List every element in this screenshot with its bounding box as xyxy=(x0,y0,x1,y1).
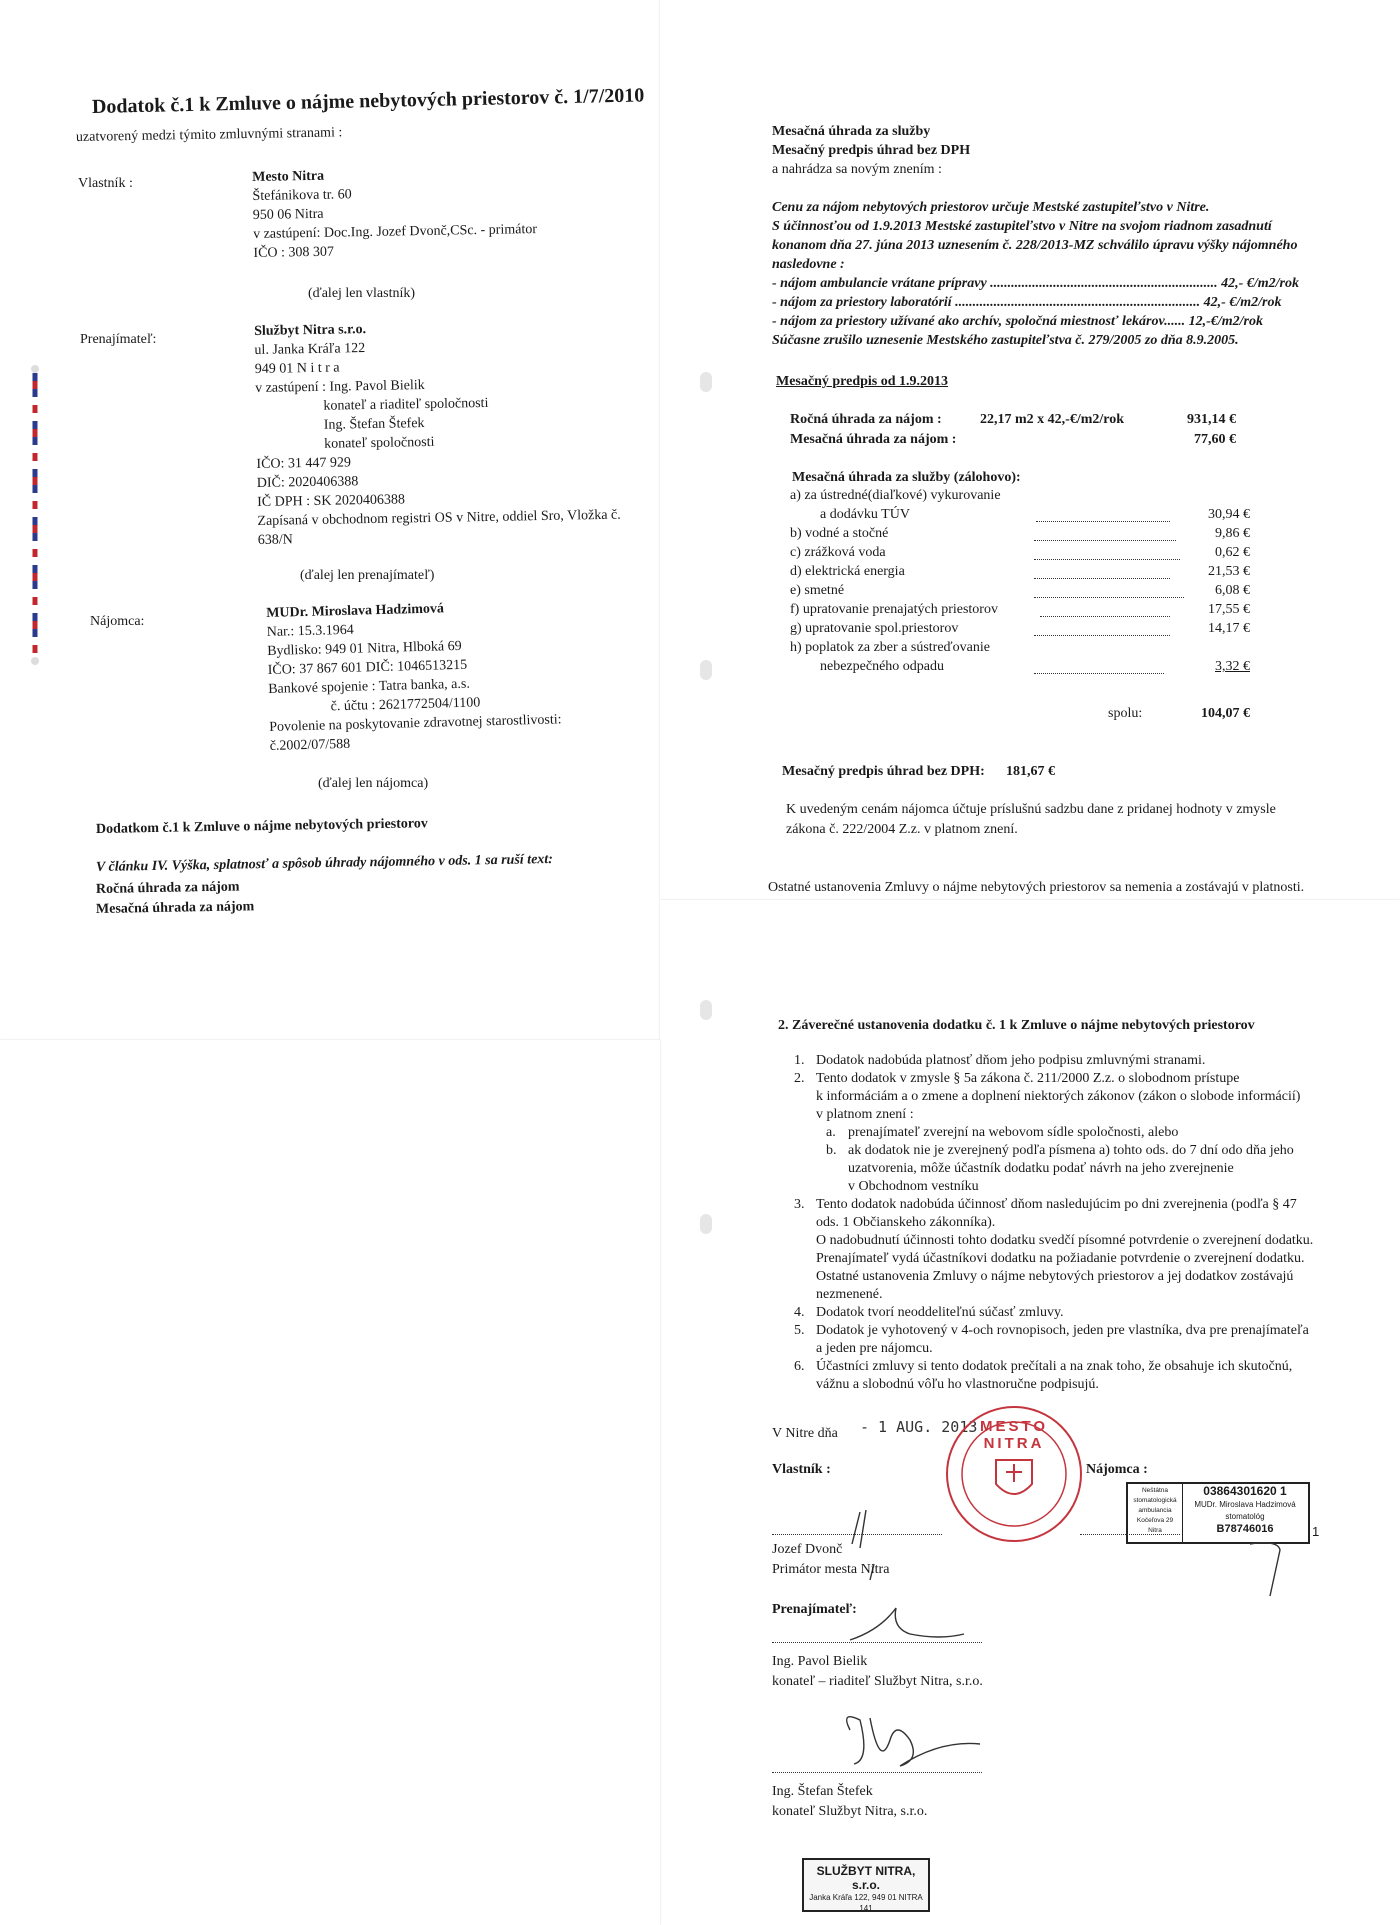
lessor-ico: IČO: 31 447 929 xyxy=(256,455,352,472)
service-value: 0,62 € xyxy=(1215,545,1250,560)
monthly-heading: Mesačný predpis od 1.9.2013 xyxy=(776,374,949,389)
service-value: 6,08 € xyxy=(1215,583,1250,598)
service-label: g) upratovanie spol.priestorov xyxy=(790,621,959,636)
lessor-city: 949 01 N i t r a xyxy=(254,360,340,377)
punch-hole-icon xyxy=(700,1000,712,1020)
council-line-8: Súčasne zrušilo uznesenie Mestského zastupiteľstva č. 279/2005 zo dňa 8.9.2005. xyxy=(772,333,1239,348)
tenant-ref: (ďalej len nájomca) xyxy=(318,776,429,791)
punch-hole-icon xyxy=(700,1214,712,1234)
tenant-permit-num: č.2002/07/588 xyxy=(269,736,351,754)
tenant-label: Nájomca: xyxy=(90,614,145,629)
tenant-sign-label: Nájomca : xyxy=(1086,1462,1148,1477)
owner-sign-label: Vlastník : xyxy=(772,1462,831,1477)
provision-item: ods. 1 Občianskeho zákonníka). xyxy=(816,1215,996,1230)
leader-dots xyxy=(1034,597,1184,598)
owner-block xyxy=(252,163,537,263)
removed-annual-line: Ročná úhrada za nájom xyxy=(95,879,240,897)
provision-item: nezmenené. xyxy=(816,1287,883,1302)
leader-dots xyxy=(1034,559,1180,560)
lessor-street: ul. Janka Kráľa 122 xyxy=(254,341,366,358)
council-line-4: nasledovne : xyxy=(772,257,845,272)
head-line-2: Mesačný predpis úhrad bez DPH xyxy=(772,143,971,158)
service-value: 9,86 € xyxy=(1215,526,1250,541)
service-label: b) vodné a stočné xyxy=(790,526,889,541)
tenant-address: Bydlisko: 949 01 Nitra, Hlboká 69 xyxy=(267,638,462,659)
closing-note: Ostatné ustanovenia Zmluvy o nájme nebytových priestorov sa nemenia a zostávajú v platnosti. xyxy=(768,880,1305,895)
lessor-sign-label: Prenajímateľ: xyxy=(772,1602,857,1617)
provision-item: 6. Účastníci zmluvy si tento dodatok prečítali a na znak toho, že obsahuje ich skutočnú, xyxy=(794,1359,1293,1374)
punch-hole-icon xyxy=(700,660,712,680)
tenant-signature-line xyxy=(1080,1534,1180,1535)
tenant-stamp-right: 03864301620 1 MUDr. Miroslava Hadzimová stomatológ B78746016 xyxy=(1194,1484,1296,1535)
service-label: f) upratovanie prenajatých priestorov xyxy=(790,602,998,617)
service-label: a dodávku TÚV xyxy=(820,507,910,522)
tenant-bank: Bankové spojenie : Tatra banka, a.s. xyxy=(268,676,471,697)
provision-item: Prenajímateľ vydá účastníkovi dodatku na požiadanie potvrdenie o zverejnení dodatku. xyxy=(816,1251,1305,1266)
owner-ref: (ďalej len vlastník) xyxy=(308,286,416,301)
tenant-ids: IČO: 37 867 601 DIČ: 1046513215 xyxy=(267,657,468,678)
service-value: 3,32 € xyxy=(1215,659,1250,674)
tenant-block xyxy=(266,596,562,756)
binding-cord-icon xyxy=(28,365,42,665)
replace-line: a nahrádza sa novým znením : xyxy=(772,162,942,177)
date-stamp: - 1 AUG. 2013 xyxy=(860,1418,978,1436)
owner-name: Mesto Nitra xyxy=(252,168,325,185)
lessor-signature-line xyxy=(772,1642,982,1643)
lessor-rep-role: konateľ a riaditeľ spoločnosti xyxy=(323,395,489,414)
lessor-label: Prenajímateľ: xyxy=(80,332,157,347)
city-seal xyxy=(946,1406,1082,1542)
rate-archive: - nájom za priestory užívané ako archív, spoločná miestnosť lekárov...... 12,-€/m2/rok xyxy=(772,314,1263,329)
addendum-heading: Dodatkom č.1 k Zmluve o nájme nebytových priestorov xyxy=(95,816,428,837)
owner-sig-role: Primátor mesta Nitra xyxy=(772,1562,890,1577)
council-line-3: konanom dňa 27. júna 2013 uznesením č. 228/2013-MZ schválilo úpravu výšky nájomného xyxy=(772,238,1298,253)
lessor-ref: (ďalej len prenajímateľ) xyxy=(300,568,435,583)
leader-dots xyxy=(1034,635,1170,636)
punch-hole-icon xyxy=(700,372,712,392)
lessor-rep2-name: Ing. Štefan Štefek xyxy=(323,416,425,433)
leader-dots xyxy=(1034,673,1164,674)
lessor-sig-name: Ing. Pavol Bielik xyxy=(772,1654,868,1669)
leader-dots xyxy=(1036,521,1170,522)
owner-street: Štefánikova tr. 60 xyxy=(252,187,352,204)
tenant-permit: Povolenie na poskytovanie zdravotnej starostlivosti: xyxy=(269,712,562,735)
lessor-block xyxy=(254,316,621,550)
owner-city: 950 06 Nitra xyxy=(252,206,324,223)
tenant-stamp-num: 1 xyxy=(1312,1524,1320,1539)
provision-item: 2. Tento dodatok v zmysle § 5a zákona č. 211/2000 Z.z. o slobodnom prístupe xyxy=(794,1071,1240,1086)
provisions-list xyxy=(794,1052,1334,1394)
provision-item: O nadobudnutí účinnosti tohto dodatku svedčí písomné potvrdenie o zverejnení dodatku. xyxy=(816,1233,1314,1248)
council-line-2: S účinnosťou od 1.9.2013 Mestské zastupiteľstvo v Nitre na svojom riadnom zasadnutí xyxy=(772,219,1272,234)
lessor2-signature-icon xyxy=(830,1700,990,1780)
vat-note-1: K uvedeným cenám nájomca účtuje príslušnú sadzbu dane z pridanej hodnoty v zmysle xyxy=(786,802,1276,817)
removed-monthly-line: Mesačná úhrada za nájom xyxy=(95,899,255,917)
document-title: Dodatok č.1 k Zmluve o nájme nebytových priestorov č. 1/7/2010 xyxy=(91,84,645,118)
service-label: h) poplatok za zber a sústreďovanie xyxy=(790,640,990,655)
lessor2-sig-name: Ing. Štefan Štefek xyxy=(772,1784,873,1799)
service-label: a) za ústredné(diaľkové) vykurovanie xyxy=(790,488,1001,503)
provision-subitem: a. prenajímateľ zverejní na webovom sídle spoločnosti, alebo xyxy=(826,1125,1179,1140)
tenant-birthdate: Nar.: 15.3.1964 xyxy=(266,622,355,640)
document-subtitle: uzatvorený medzi týmito zmluvnými stranami : xyxy=(75,125,343,145)
tenant-stamp-left: Neštátna stomatologická ambulancia Kočeľova 29 Nitra xyxy=(1128,1484,1183,1544)
provision-subitem: v Obchodnom vestníku xyxy=(848,1179,979,1194)
lessor-dic: DIČ: 2020406388 xyxy=(256,474,359,491)
provision-item: a jeden pre nájomcu. xyxy=(816,1341,933,1356)
tenant-name: MUDr. Miroslava Hadzimová xyxy=(266,601,445,621)
tenant-account: č. účtu : 2621772504/1100 xyxy=(330,695,481,715)
leader-dots xyxy=(1034,540,1176,541)
owner-sig-name: Jozef Dvonč xyxy=(772,1542,843,1557)
lessor-rep2-role: konateľ spoločnosti xyxy=(324,434,435,452)
grand-label: Mesačný predpis úhrad bez DPH: xyxy=(782,764,985,779)
lessor-representative: v zastúpení : Ing. Pavol Bielik xyxy=(255,378,425,396)
owner-representative: v zastúpení: Doc.Ing. Jozef Dvonč,CSc. - primátor xyxy=(253,222,538,242)
leader-dots xyxy=(1040,616,1170,617)
article-intro: V článku IV. Výška, splatnosť a spôsob úhrady nájomného v ods. 1 sa ruší text: xyxy=(95,852,554,875)
lessor2-signature-line xyxy=(772,1772,982,1773)
service-label: c) zrážková voda xyxy=(790,545,886,560)
provision-item: k informáciám a o zmene a doplnení niektorých zákonov (zákon o slobode informácií) xyxy=(816,1089,1301,1104)
seal-text: MESTO NITRA xyxy=(979,1418,1049,1452)
monthly-value: 77,60 € xyxy=(1194,432,1236,447)
annual-value: 931,14 € xyxy=(1187,412,1236,427)
grand-value: 181,67 € xyxy=(1006,764,1055,779)
service-value: 14,17 € xyxy=(1208,621,1250,636)
lessor-name: Službyt Nitra s.r.o. xyxy=(254,322,367,339)
service-label: e) smetné xyxy=(790,583,845,598)
final-provisions-heading: 2. Záverečné ustanovenia dodatku č. 1 k Zmluve o nájme nebytových priestorov xyxy=(778,1018,1255,1033)
lessor-register-num: 638/N xyxy=(257,532,293,548)
head-line-1: Mesačná úhrada za služby xyxy=(772,124,931,139)
lessor-sig-role: konateľ – riaditeľ Službyt Nitra, s.r.o. xyxy=(772,1674,983,1689)
lessor2-sig-role: konateľ Službyt Nitra, s.r.o. xyxy=(772,1804,928,1819)
provision-item: vážnu a slobodnú vôľu ho vlastnoručne podpisujú. xyxy=(816,1377,1099,1392)
place-date: V Nitre dňa xyxy=(772,1426,838,1441)
monthly-label: Mesačná úhrada za nájom : xyxy=(790,432,957,447)
council-line-1: Cenu za nájom nebytových priestorov určuje Mestské zastupiteľstvo v Nitre. xyxy=(772,200,1210,215)
owner-ico: IČO : 308 307 xyxy=(253,244,335,261)
provision-item: 3. Tento dodatok nadobúda účinnosť dňom nasledujúcim po dni zverejnenia (podľa § 47 xyxy=(794,1197,1297,1212)
vat-note-2: zákona č. 222/2004 Z.z. v platnom znení. xyxy=(786,822,1018,837)
service-value: 17,55 € xyxy=(1208,602,1250,617)
provision-item: Ostatné ustanovenia Zmluvy o nájme nebytových priestorov a jej dodatkov zostávajú xyxy=(816,1269,1294,1284)
page-3 xyxy=(660,900,1400,1925)
service-value: 30,94 € xyxy=(1208,507,1250,522)
provision-item: 5. Dodatok je vyhotovený v 4-och rovnopisoch, jeden pre vlastníka, dva pre prenajímateľa xyxy=(794,1323,1309,1338)
rate-laboratory: - nájom za priestory laboratórií ...................................................................... 42,- €/m2/rok xyxy=(772,295,1282,310)
owner-label: Vlastník : xyxy=(78,176,133,191)
services-heading: Mesačná úhrada za služby (zálohovo): xyxy=(792,470,1021,485)
provision-item: v platnom znení : xyxy=(816,1107,914,1122)
service-label: d) elektrická energia xyxy=(790,564,905,579)
tenant-signature-icon xyxy=(1240,1534,1290,1604)
page-4-blank xyxy=(0,1040,660,1925)
total-label: spolu: xyxy=(1108,706,1143,721)
rate-ambulance: - nájom ambulancie vrátane prípravy ................................................................. 42,- €/m2/rok xyxy=(772,276,1299,291)
service-value: 21,53 € xyxy=(1208,564,1250,579)
provision-subitem: uzatvorenia, môže účastník dodatku podať návrh na jeho zverejnenie xyxy=(848,1161,1234,1176)
leader-dots xyxy=(1034,578,1170,579)
company-stamp: SLUŽBYT NITRA, s.r.o. Janka Kráľa 122, 949 01 NITRA 141 xyxy=(802,1858,930,1912)
lessor-register: Zapísaná v obchodnom registri OS v Nitre, oddiel Sro, Vložka č. xyxy=(257,507,621,529)
annual-calc: 22,17 m2 x 42,-€/m2/rok xyxy=(980,412,1125,427)
provisions-body xyxy=(794,1052,1334,1394)
page-2 xyxy=(660,0,1400,900)
head-block xyxy=(772,122,970,179)
provision-subitem: b. ak dodatok nie je zverejnený podľa písmena a) tohto ods. do 7 dní odo dňa jeho xyxy=(826,1143,1294,1158)
page-1 xyxy=(0,0,660,1040)
total-value: 104,07 € xyxy=(1201,706,1250,721)
provision-item: 4. Dodatok tvorí neoddeliteľnú súčasť zmluvy. xyxy=(794,1305,1064,1320)
annual-label: Ročná úhrada za nájom : xyxy=(790,412,942,427)
service-label: nebezpečného odpadu xyxy=(820,659,944,674)
council-block xyxy=(772,198,1299,350)
provision-item: 1. Dodatok nadobúda platnosť dňom jeho podpisu zmluvnými stranami. xyxy=(794,1053,1206,1068)
lessor-icdph: IČ DPH : SK 2020406388 xyxy=(257,492,406,510)
